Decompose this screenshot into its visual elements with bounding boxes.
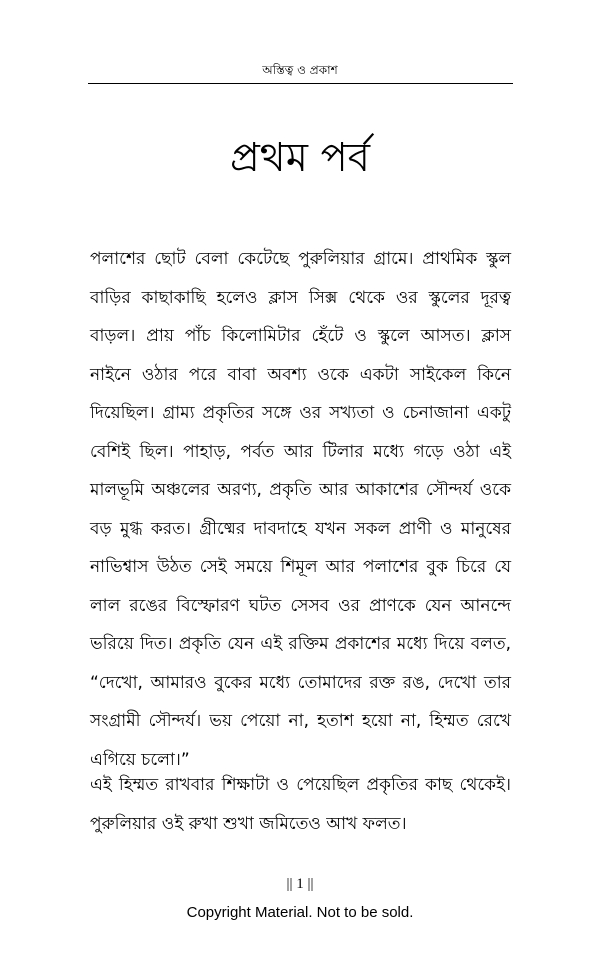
- body-paragraph-2: এই হিম্মত রাখবার শিক্ষাটা ও পেয়েছিল প্রকৃতির কাছ থেকেই। পুরুলিয়ার ওই রুখা শুখা জমিতেও আখ ফলত।: [90, 775, 511, 834]
- header-divider: [88, 83, 513, 84]
- chapter-title: প্রথম পর্ব: [229, 135, 371, 181]
- page-number: || 1 ||: [286, 876, 314, 892]
- running-header: অস্তিত্ব ও প্রকাশ: [262, 63, 338, 77]
- copyright-notice: Copyright Material. Not to be sold.: [186, 904, 414, 921]
- body-paragraph-1: পলাশের ছোট বেলা কেটেছে পুরুলিয়ার গ্রামে। প্রাথমিক স্কুল বাড়ির কাছাকাছি হলেও ক্লাস সিক্স থেকে ওর স্কুলের দূরত্ব বাড়ল। প্রায় পাঁচ কিলোমিটার হেঁটে ও স্কুলে আসত। ক্লাস নাইনে ওঠার পরে বাবা অবশ্য ওকে একটা সাইকেল কিনে দিয়েছিল। গ্রাম্য প্রকৃতির সঙ্গে ওর সখ্যতা ও চেনাজানা একটু বেশিই ছিল। পাহাড়, পর্বত আর টিলার মধ্যে গড়ে ওঠা এই মালভূমি অঞ্চলের অরণ্য, প্রকৃতি আর আকাশের সৌন্দর্য ওকে বড় মুগ্ধ করত। গ্রীষ্মের দাবদাহে যখন সকল প্রাণী ও মানুষের নাভিশ্বাস উঠত সেই সময়ে শিমূল আর পলাশের বুক চিরে যে লাল রঙের বিস্ফোরণ ঘটত সেসব ওর প্রাণকে যেন আনন্দে ভরিয়ে দিত। প্রকৃতি যেন এই রক্তিম প্রকাশের মধ্যে দিয়ে বলত, “দেখো, আমারও বুকের মধ্যে তোমাদের রক্ত রঙ, দেখো তার সংগ্রামী সৌন্দর্য। ভয় পেয়ো না, হতাশ হয়ো না, হিম্মত রেখে এগিয়ে চলো।”: [90, 249, 511, 770]
